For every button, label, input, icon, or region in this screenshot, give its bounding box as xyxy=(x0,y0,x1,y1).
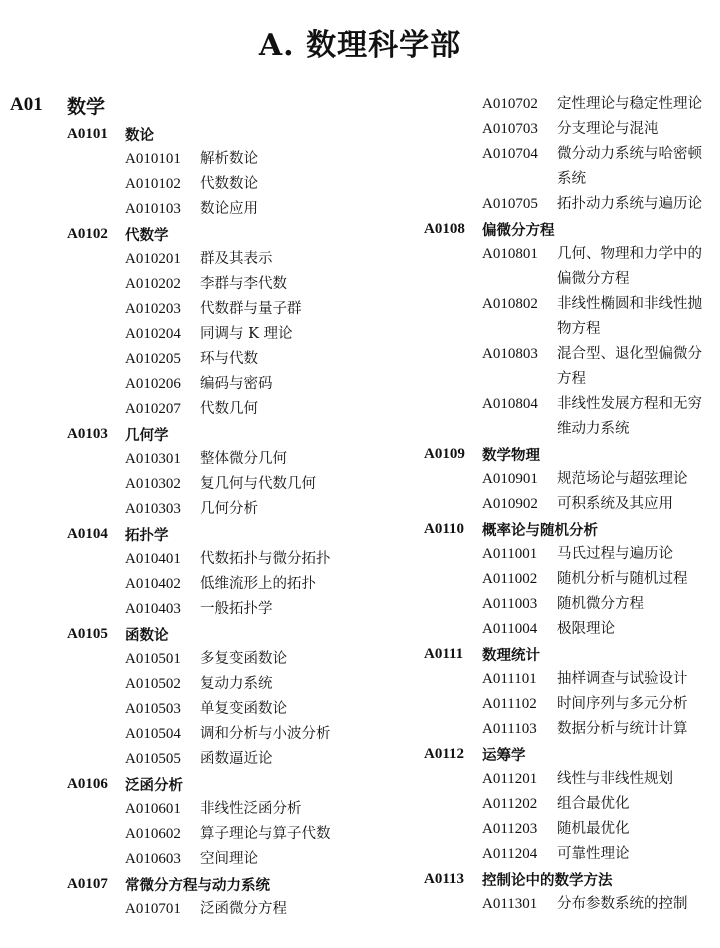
subcategory-heading xyxy=(424,517,716,542)
item-code: A011003 xyxy=(482,596,538,612)
left-group-list xyxy=(10,122,355,922)
right-column xyxy=(424,92,716,917)
list-item xyxy=(10,272,355,297)
subcategory-group xyxy=(10,422,355,522)
list-item xyxy=(424,717,716,742)
item-code: A010503 xyxy=(125,701,181,717)
item-code: A010901 xyxy=(482,471,538,487)
subcategory-code: A0103 xyxy=(67,426,108,442)
item-name: 一般拓扑学 xyxy=(200,601,273,617)
right-group-list xyxy=(424,217,716,917)
item-name: 单复变函数论 xyxy=(200,701,287,717)
item-code: A010203 xyxy=(125,301,181,317)
item-code: A010102 xyxy=(125,176,181,192)
list-item xyxy=(10,197,355,222)
subcategory-group xyxy=(424,642,716,742)
item-code: A010504 xyxy=(125,726,181,742)
subcategory-code: A0106 xyxy=(67,776,108,792)
list-item xyxy=(10,372,355,397)
list-item xyxy=(424,842,716,867)
item-name: 时间序列与多元分析 xyxy=(557,696,688,712)
item-name: 数据分析与统计计算 xyxy=(557,721,688,737)
subcategory-group xyxy=(424,742,716,867)
list-item xyxy=(424,467,716,492)
item-code: A011204 xyxy=(482,846,538,862)
item-name: 混合型、退化型偏微分方程 xyxy=(557,346,702,387)
continued-item-list xyxy=(424,92,716,217)
subcategory-name: 偏微分方程 xyxy=(482,222,555,239)
item-name: 空间理论 xyxy=(200,851,258,867)
item-name: 几何、物理和力学中的偏微分方程 xyxy=(557,246,702,287)
item-code: A011001 xyxy=(482,546,538,562)
item-name: 李群与李代数 xyxy=(200,276,287,292)
list-item xyxy=(10,172,355,197)
item-code: A011102 xyxy=(482,696,537,712)
item-code: A010402 xyxy=(125,576,181,592)
subcategory-group xyxy=(10,872,355,922)
subcategory-name: 运筹学 xyxy=(482,747,526,764)
section-heading xyxy=(10,88,355,122)
list-item xyxy=(10,647,355,672)
item-code: A011103 xyxy=(482,721,537,737)
item-name: 代数群与量子群 xyxy=(200,301,302,317)
item-code: A010704 xyxy=(482,146,538,162)
item-code: A010502 xyxy=(125,676,181,692)
subcategory-code: A0109 xyxy=(424,446,465,462)
item-name: 分布参数系统的控制 xyxy=(557,896,688,912)
item-name: 抽样调查与试验设计 xyxy=(557,671,688,687)
subcategory-heading xyxy=(10,422,355,447)
subcategory-name: 代数学 xyxy=(125,227,169,244)
subcategory-heading xyxy=(10,622,355,647)
list-item xyxy=(10,397,355,422)
item-name: 群及其表示 xyxy=(200,251,273,267)
item-name: 非线性泛函分析 xyxy=(200,801,302,817)
list-item xyxy=(424,692,716,717)
list-item xyxy=(424,192,716,217)
item-name: 泛函微分方程 xyxy=(200,901,287,917)
subcategory-heading xyxy=(10,872,355,897)
item-code: A010302 xyxy=(125,476,181,492)
list-item xyxy=(424,792,716,817)
item-code: A011101 xyxy=(482,671,537,687)
item-code: A010703 xyxy=(482,121,538,137)
list-item xyxy=(10,697,355,722)
subcategory-heading xyxy=(424,217,716,242)
list-item xyxy=(10,797,355,822)
subcategory-name: 函数论 xyxy=(125,627,169,644)
list-item xyxy=(10,572,355,597)
item-code: A010803 xyxy=(482,346,538,362)
item-code: A010303 xyxy=(125,501,181,517)
item-name: 数论应用 xyxy=(200,201,258,217)
list-item xyxy=(424,142,716,192)
item-code: A010204 xyxy=(125,326,181,342)
list-item xyxy=(424,342,716,392)
item-code: A010603 xyxy=(125,851,181,867)
subcategory-name: 数论 xyxy=(125,127,154,144)
item-code: A010801 xyxy=(482,246,538,262)
subcategory-name: 常微分方程与动力系统 xyxy=(125,877,270,894)
item-code: A010103 xyxy=(125,201,181,217)
subcategory-name: 数理统计 xyxy=(482,647,540,664)
item-name: 复几何与代数几何 xyxy=(200,476,316,492)
subcategory-code: A0113 xyxy=(424,871,465,887)
list-item xyxy=(424,667,716,692)
subcategory-group xyxy=(10,622,355,772)
list-item xyxy=(424,767,716,792)
item-name: 代数数论 xyxy=(200,176,258,192)
list-item xyxy=(10,747,355,772)
list-item xyxy=(424,292,716,342)
item-name: 低维流形上的拓扑 xyxy=(200,576,316,592)
list-item xyxy=(10,297,355,322)
item-name: 极限理论 xyxy=(557,621,615,637)
list-item xyxy=(10,472,355,497)
item-name: 同调与 K 理论 xyxy=(200,326,293,342)
list-item xyxy=(424,242,716,292)
subcategory-heading xyxy=(424,642,716,667)
list-item xyxy=(10,597,355,622)
list-item xyxy=(10,497,355,522)
item-code: A010401 xyxy=(125,551,181,567)
item-code: A010206 xyxy=(125,376,181,392)
item-name: 调和分析与小波分析 xyxy=(200,726,331,742)
item-name: 分支理论与混沌 xyxy=(557,121,659,137)
item-name: 非线性发展方程和无穷维动力系统 xyxy=(557,396,702,437)
item-name: 算子理论与算子代数 xyxy=(200,826,331,842)
list-item xyxy=(424,542,716,567)
item-code: A010501 xyxy=(125,651,181,667)
subcategory-group xyxy=(10,122,355,222)
item-code: A010202 xyxy=(125,276,181,292)
item-code: A010207 xyxy=(125,401,181,417)
item-code: A010505 xyxy=(125,751,181,767)
item-name: 代数拓扑与微分拓扑 xyxy=(200,551,331,567)
subcategory-code: A0102 xyxy=(67,226,108,242)
list-item xyxy=(10,347,355,372)
item-code: A010301 xyxy=(125,451,181,467)
item-code: A010101 xyxy=(125,151,181,167)
item-name: 组合最优化 xyxy=(557,796,630,812)
list-item xyxy=(424,392,716,442)
item-code: A011004 xyxy=(482,621,538,637)
list-item xyxy=(424,567,716,592)
subcategory-group xyxy=(424,867,716,917)
item-code: A010201 xyxy=(125,251,181,267)
subcategory-heading xyxy=(10,522,355,547)
list-item xyxy=(10,547,355,572)
item-code: A011202 xyxy=(482,796,538,812)
subcategory-group xyxy=(424,517,716,642)
item-code: A010403 xyxy=(125,601,181,617)
item-name: 几何分析 xyxy=(200,501,258,517)
item-code: A010705 xyxy=(482,196,538,212)
subcategory-group xyxy=(424,442,716,517)
subcategory-name: 控制论中的数学方法 xyxy=(482,872,613,889)
item-code: A011203 xyxy=(482,821,538,837)
item-code: A010802 xyxy=(482,296,538,312)
list-item xyxy=(10,147,355,172)
list-item xyxy=(10,897,355,922)
list-item xyxy=(424,117,716,142)
item-name: 可靠性理论 xyxy=(557,846,630,862)
item-name: 随机分析与随机过程 xyxy=(557,571,688,587)
item-name: 随机微分方程 xyxy=(557,596,644,612)
item-name: 定性理论与稳定性理论 xyxy=(557,96,702,112)
subcategory-heading xyxy=(424,742,716,767)
list-item xyxy=(10,822,355,847)
section-name: 数学 xyxy=(67,95,106,118)
list-item xyxy=(10,847,355,872)
subcategory-heading xyxy=(10,122,355,147)
list-item xyxy=(424,92,716,117)
list-item xyxy=(10,447,355,472)
item-name: 规范场论与超弦理论 xyxy=(557,471,688,487)
subcategory-group xyxy=(424,217,716,442)
subcategory-name: 拓扑学 xyxy=(125,527,169,544)
subcategory-code: A0101 xyxy=(67,126,108,142)
item-code: A010702 xyxy=(482,96,538,112)
item-name: 微分动力系统与哈密顿系统 xyxy=(557,146,702,187)
list-item xyxy=(424,892,716,917)
item-code: A010902 xyxy=(482,496,538,512)
item-name: 可积系统及其应用 xyxy=(557,496,673,512)
item-code: A010601 xyxy=(125,801,181,817)
item-name: 非线性椭圆和非线性抛物方程 xyxy=(557,296,702,337)
item-name: 复动力系统 xyxy=(200,676,273,692)
page-title: A. 数理科学部 xyxy=(258,28,462,63)
subcategory-group xyxy=(10,522,355,622)
subcategory-group xyxy=(10,772,355,872)
item-code: A010701 xyxy=(125,901,181,917)
item-name: 随机最优化 xyxy=(557,821,630,837)
subcategory-name: 概率论与随机分析 xyxy=(482,522,598,539)
subcategory-group xyxy=(10,222,355,422)
item-code: A010602 xyxy=(125,826,181,842)
subcategory-code: A0105 xyxy=(67,626,108,642)
subcategory-heading xyxy=(424,867,716,892)
list-item xyxy=(424,817,716,842)
item-name: 线性与非线性规划 xyxy=(557,771,673,787)
item-name: 拓扑动力系统与遍历论 xyxy=(557,196,702,212)
subcategory-code: A0104 xyxy=(67,526,108,542)
list-item xyxy=(10,722,355,747)
item-name: 马氏过程与遍历论 xyxy=(557,546,673,562)
subcategory-name: 泛函分析 xyxy=(125,777,183,794)
item-code: A011201 xyxy=(482,771,538,787)
item-name: 环与代数 xyxy=(200,351,258,367)
subcategory-code: A0111 xyxy=(424,646,464,662)
subcategory-code: A0107 xyxy=(67,876,108,892)
section-code: A01 xyxy=(10,94,43,115)
item-name: 多复变函数论 xyxy=(200,651,287,667)
subcategory-name: 几何学 xyxy=(125,427,169,444)
item-name: 整体微分几何 xyxy=(200,451,287,467)
subcategory-name: 数学物理 xyxy=(482,447,540,464)
list-item xyxy=(10,247,355,272)
list-item xyxy=(10,672,355,697)
item-name: 函数逼近论 xyxy=(200,751,273,767)
subcategory-code: A0112 xyxy=(424,746,465,762)
item-code: A011301 xyxy=(482,896,538,912)
list-item xyxy=(424,592,716,617)
subcategory-code: A0110 xyxy=(424,521,465,537)
subcategory-heading xyxy=(10,772,355,797)
subcategory-code: A0108 xyxy=(424,221,465,237)
item-name: 代数几何 xyxy=(200,401,258,417)
item-code: A010205 xyxy=(125,351,181,367)
item-name: 编码与密码 xyxy=(200,376,273,392)
item-name: 解析数论 xyxy=(200,151,258,167)
left-column xyxy=(10,88,355,922)
list-item xyxy=(424,617,716,642)
list-item xyxy=(424,492,716,517)
item-code: A010804 xyxy=(482,396,538,412)
subcategory-heading xyxy=(424,442,716,467)
item-code: A011002 xyxy=(482,571,538,587)
subcategory-heading xyxy=(10,222,355,247)
list-item xyxy=(10,322,355,347)
